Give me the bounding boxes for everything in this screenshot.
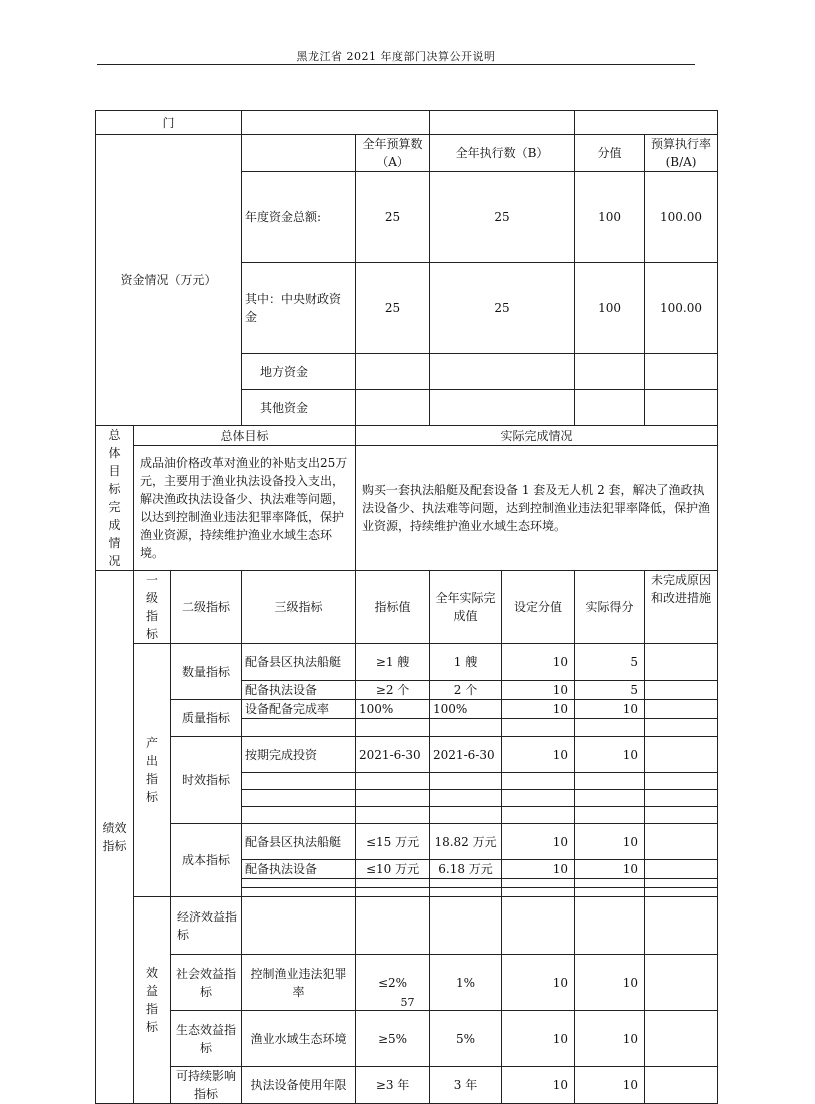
actual-cell: 1 艘 xyxy=(430,644,502,681)
set-score-cell: 10 xyxy=(502,644,575,681)
empty-cell xyxy=(502,719,575,737)
real-score-cell: 10 xyxy=(575,955,645,1011)
perf-header-l2: 二级指标 xyxy=(171,571,242,644)
funds-label: 资金情况（万元） xyxy=(96,135,242,426)
funds-col-budget: 全年预算数（A） xyxy=(356,135,430,172)
empty-cell xyxy=(356,888,430,897)
target-cell: ≤2% xyxy=(356,955,430,1011)
empty-cell xyxy=(502,773,575,790)
target-cell: ≥5% xyxy=(356,1011,430,1067)
social-label: 社会效益指标 xyxy=(171,955,242,1011)
empty-cell xyxy=(575,719,645,737)
empty-cell xyxy=(356,879,430,888)
target-cell: ≤15 万元 xyxy=(356,824,430,860)
set-score-cell: 10 xyxy=(502,681,575,700)
real-score-cell: 10 xyxy=(575,700,645,719)
set-score-cell: 10 xyxy=(502,860,575,879)
real-score-cell: 5 xyxy=(575,681,645,700)
l3-cell: 配备县区执法船艇 xyxy=(242,824,356,860)
goals-actual-text: 购买一套执法船艇及配套设备 1 套及无人机 2 套，解决了渔政执法设备少、执法难等问题，达到控制渔业违法犯罪率降低，保护渔业资源，持续维护渔业水域生态环境。 xyxy=(356,446,718,571)
table-row xyxy=(96,111,718,135)
table-row xyxy=(96,700,718,719)
empty-cell xyxy=(356,807,430,824)
actual-cell: 2 个 xyxy=(430,681,502,700)
set-score-cell: 10 xyxy=(502,955,575,1011)
funds-col-exec: 全年执行数（B） xyxy=(430,135,575,172)
empty-cell xyxy=(575,111,718,135)
table-row xyxy=(96,1067,718,1104)
performance-table xyxy=(95,110,718,1104)
economic-label: 经济效益指标 xyxy=(171,897,242,955)
empty-cell xyxy=(575,879,645,888)
benefit-label: 效益指标 xyxy=(134,897,171,1104)
actual-cell: 1% xyxy=(430,955,502,1011)
funds-rate xyxy=(645,390,718,426)
goals-goal-text: 成品油价格改革对渔业的补贴支出25万元，主要用于渔业执法设备投入支出，解决渔政执法设备少、执法难等问题，以达到控制渔业违法犯罪率降低，保护渔业资源，持续维护渔业水域生态环境。 xyxy=(134,446,356,571)
table-row xyxy=(96,135,718,172)
perf-header-actual: 全年实际完成值 xyxy=(430,571,502,644)
funds-exec: 25 xyxy=(430,172,575,263)
empty-cell xyxy=(242,897,356,955)
set-score-cell: 10 xyxy=(502,700,575,719)
funds-row-name: 地方资金 xyxy=(242,354,356,390)
l3-cell: 配备执法设备 xyxy=(242,860,356,879)
empty-cell xyxy=(430,879,502,888)
quality-label: 质量指标 xyxy=(171,700,242,737)
funds-score-value: 100 xyxy=(575,172,645,263)
empty-cell xyxy=(645,807,718,824)
perf-header-real-score: 实际得分 xyxy=(575,571,645,644)
empty-cell xyxy=(430,807,502,824)
funds-col-score-value: 分值 xyxy=(575,135,645,172)
empty-cell xyxy=(242,111,430,135)
empty-cell xyxy=(356,773,430,790)
empty-cell xyxy=(502,888,575,897)
funds-exec: 25 xyxy=(430,263,575,354)
l3-cell: 配备县区执法船艇 xyxy=(242,644,356,681)
table-row xyxy=(96,737,718,773)
funds-exec xyxy=(430,354,575,390)
reason-cell xyxy=(645,737,718,773)
set-score-cell: 10 xyxy=(502,1011,575,1067)
target-cell: ≥1 艘 xyxy=(356,644,430,681)
quantity-label: 数量指标 xyxy=(171,644,242,700)
reason-cell xyxy=(645,824,718,860)
time-label: 时效指标 xyxy=(171,737,242,824)
table-row xyxy=(96,426,718,446)
l3-cell: 执法设备使用年限 xyxy=(242,1067,356,1104)
actual-cell: 100% xyxy=(430,700,502,719)
document-header: 黑龙江省 2021 年度部门决算公开说明 xyxy=(296,50,496,63)
l3-cell: 配备执法设备 xyxy=(242,681,356,700)
empty-cell xyxy=(430,111,575,135)
dept-label-cell: 门 xyxy=(96,111,242,135)
set-score-cell: 10 xyxy=(502,1067,575,1104)
target-cell: ≤10 万元 xyxy=(356,860,430,879)
sustain-label: 可持续影响指标 xyxy=(171,1067,242,1104)
funds-row-name: 其他资金 xyxy=(242,390,356,426)
reason-cell xyxy=(645,1011,718,1067)
output-label: 产出指标 xyxy=(134,644,171,897)
empty-cell xyxy=(430,888,502,897)
actual-cell: 18.82 万元 xyxy=(430,824,502,860)
funds-score-value: 100 xyxy=(575,263,645,354)
empty-cell xyxy=(430,790,502,807)
empty-cell xyxy=(242,888,356,897)
table-row xyxy=(96,571,718,644)
l3-cell: 控制渔业违法犯罪率 xyxy=(242,955,356,1011)
perf-header-l3: 三级指标 xyxy=(242,571,356,644)
empty-cell xyxy=(356,897,430,955)
reason-cell xyxy=(645,700,718,719)
empty-cell xyxy=(575,897,645,955)
empty-cell xyxy=(430,719,502,737)
page-number: 57 xyxy=(400,996,415,1009)
eco-label: 生态效益指标 xyxy=(171,1011,242,1067)
empty-cell xyxy=(502,807,575,824)
funds-budget xyxy=(356,390,430,426)
real-score-cell: 10 xyxy=(575,1067,645,1104)
real-score-cell: 10 xyxy=(575,824,645,860)
empty-cell xyxy=(575,807,645,824)
empty-cell xyxy=(645,790,718,807)
table-row xyxy=(96,824,718,860)
empty-cell xyxy=(575,790,645,807)
empty-cell xyxy=(575,773,645,790)
real-score-cell: 10 xyxy=(575,737,645,773)
empty-cell xyxy=(242,719,356,737)
table-row xyxy=(96,1011,718,1067)
real-score-cell: 10 xyxy=(575,860,645,879)
real-score-cell: 10 xyxy=(575,1011,645,1067)
empty-cell xyxy=(242,807,356,824)
actual-cell: 2021-6-30 xyxy=(430,737,502,773)
funds-score-value xyxy=(575,390,645,426)
goals-actual-header: 实际完成情况 xyxy=(356,426,718,446)
funds-col-rate: 预算执行率(B/A) xyxy=(645,135,718,172)
empty-cell xyxy=(502,897,575,955)
l3-cell: 按期完成投资 xyxy=(242,737,356,773)
real-score-cell: 5 xyxy=(575,644,645,681)
reason-cell xyxy=(645,644,718,681)
funds-budget: 25 xyxy=(356,172,430,263)
empty-cell xyxy=(356,790,430,807)
funds-rate: 100.00 xyxy=(645,172,718,263)
funds-row-name: 其中：中央财政资金 xyxy=(242,263,356,354)
empty-cell xyxy=(430,773,502,790)
funds-budget: 25 xyxy=(356,263,430,354)
set-score-cell: 10 xyxy=(502,737,575,773)
perf-header-target: 指标值 xyxy=(356,571,430,644)
empty-cell xyxy=(242,879,356,888)
perf-label: 绩效指标 xyxy=(96,571,134,1104)
target-cell: 100% xyxy=(356,700,430,719)
set-score-cell: 10 xyxy=(502,824,575,860)
perf-header-l1: 一级指标 xyxy=(134,571,171,644)
empty-cell xyxy=(645,897,718,955)
empty-cell xyxy=(502,879,575,888)
empty-cell xyxy=(242,773,356,790)
empty-cell xyxy=(356,719,430,737)
funds-rate xyxy=(645,354,718,390)
target-cell: ≥3 年 xyxy=(356,1067,430,1104)
target-cell: ≥2 个 xyxy=(356,681,430,700)
actual-cell: 6.18 万元 xyxy=(430,860,502,879)
funds-exec xyxy=(430,390,575,426)
empty-cell xyxy=(575,888,645,897)
empty-cell xyxy=(645,719,718,737)
l3-cell: 渔业水域生态环境 xyxy=(242,1011,356,1067)
actual-cell: 5% xyxy=(430,1011,502,1067)
empty-cell xyxy=(242,135,356,172)
empty-cell xyxy=(242,790,356,807)
empty-cell xyxy=(430,897,502,955)
l3-cell: 设备配备完成率 xyxy=(242,700,356,719)
funds-rate: 100.00 xyxy=(645,263,718,354)
actual-cell: 3 年 xyxy=(430,1067,502,1104)
table-row xyxy=(96,446,718,571)
empty-cell xyxy=(645,879,718,888)
perf-header-reason: 未完成原因和改进措施 xyxy=(645,571,718,644)
perf-header-set-score: 设定分值 xyxy=(502,571,575,644)
reason-cell xyxy=(645,1067,718,1104)
reason-cell xyxy=(645,860,718,879)
target-cell: 2021-6-30 xyxy=(356,737,430,773)
header-rule xyxy=(97,64,695,65)
funds-score-value xyxy=(575,354,645,390)
cost-label: 成本指标 xyxy=(171,824,242,897)
funds-row-name: 年度资金总额: xyxy=(242,172,356,263)
goals-label: 总体目标完成情况 xyxy=(96,426,134,571)
empty-cell xyxy=(502,790,575,807)
table-row xyxy=(96,644,718,681)
empty-cell xyxy=(645,888,718,897)
funds-budget xyxy=(356,354,430,390)
reason-cell xyxy=(645,681,718,700)
goals-goal-header: 总体目标 xyxy=(134,426,356,446)
table-row xyxy=(96,897,718,955)
empty-cell xyxy=(645,773,718,790)
